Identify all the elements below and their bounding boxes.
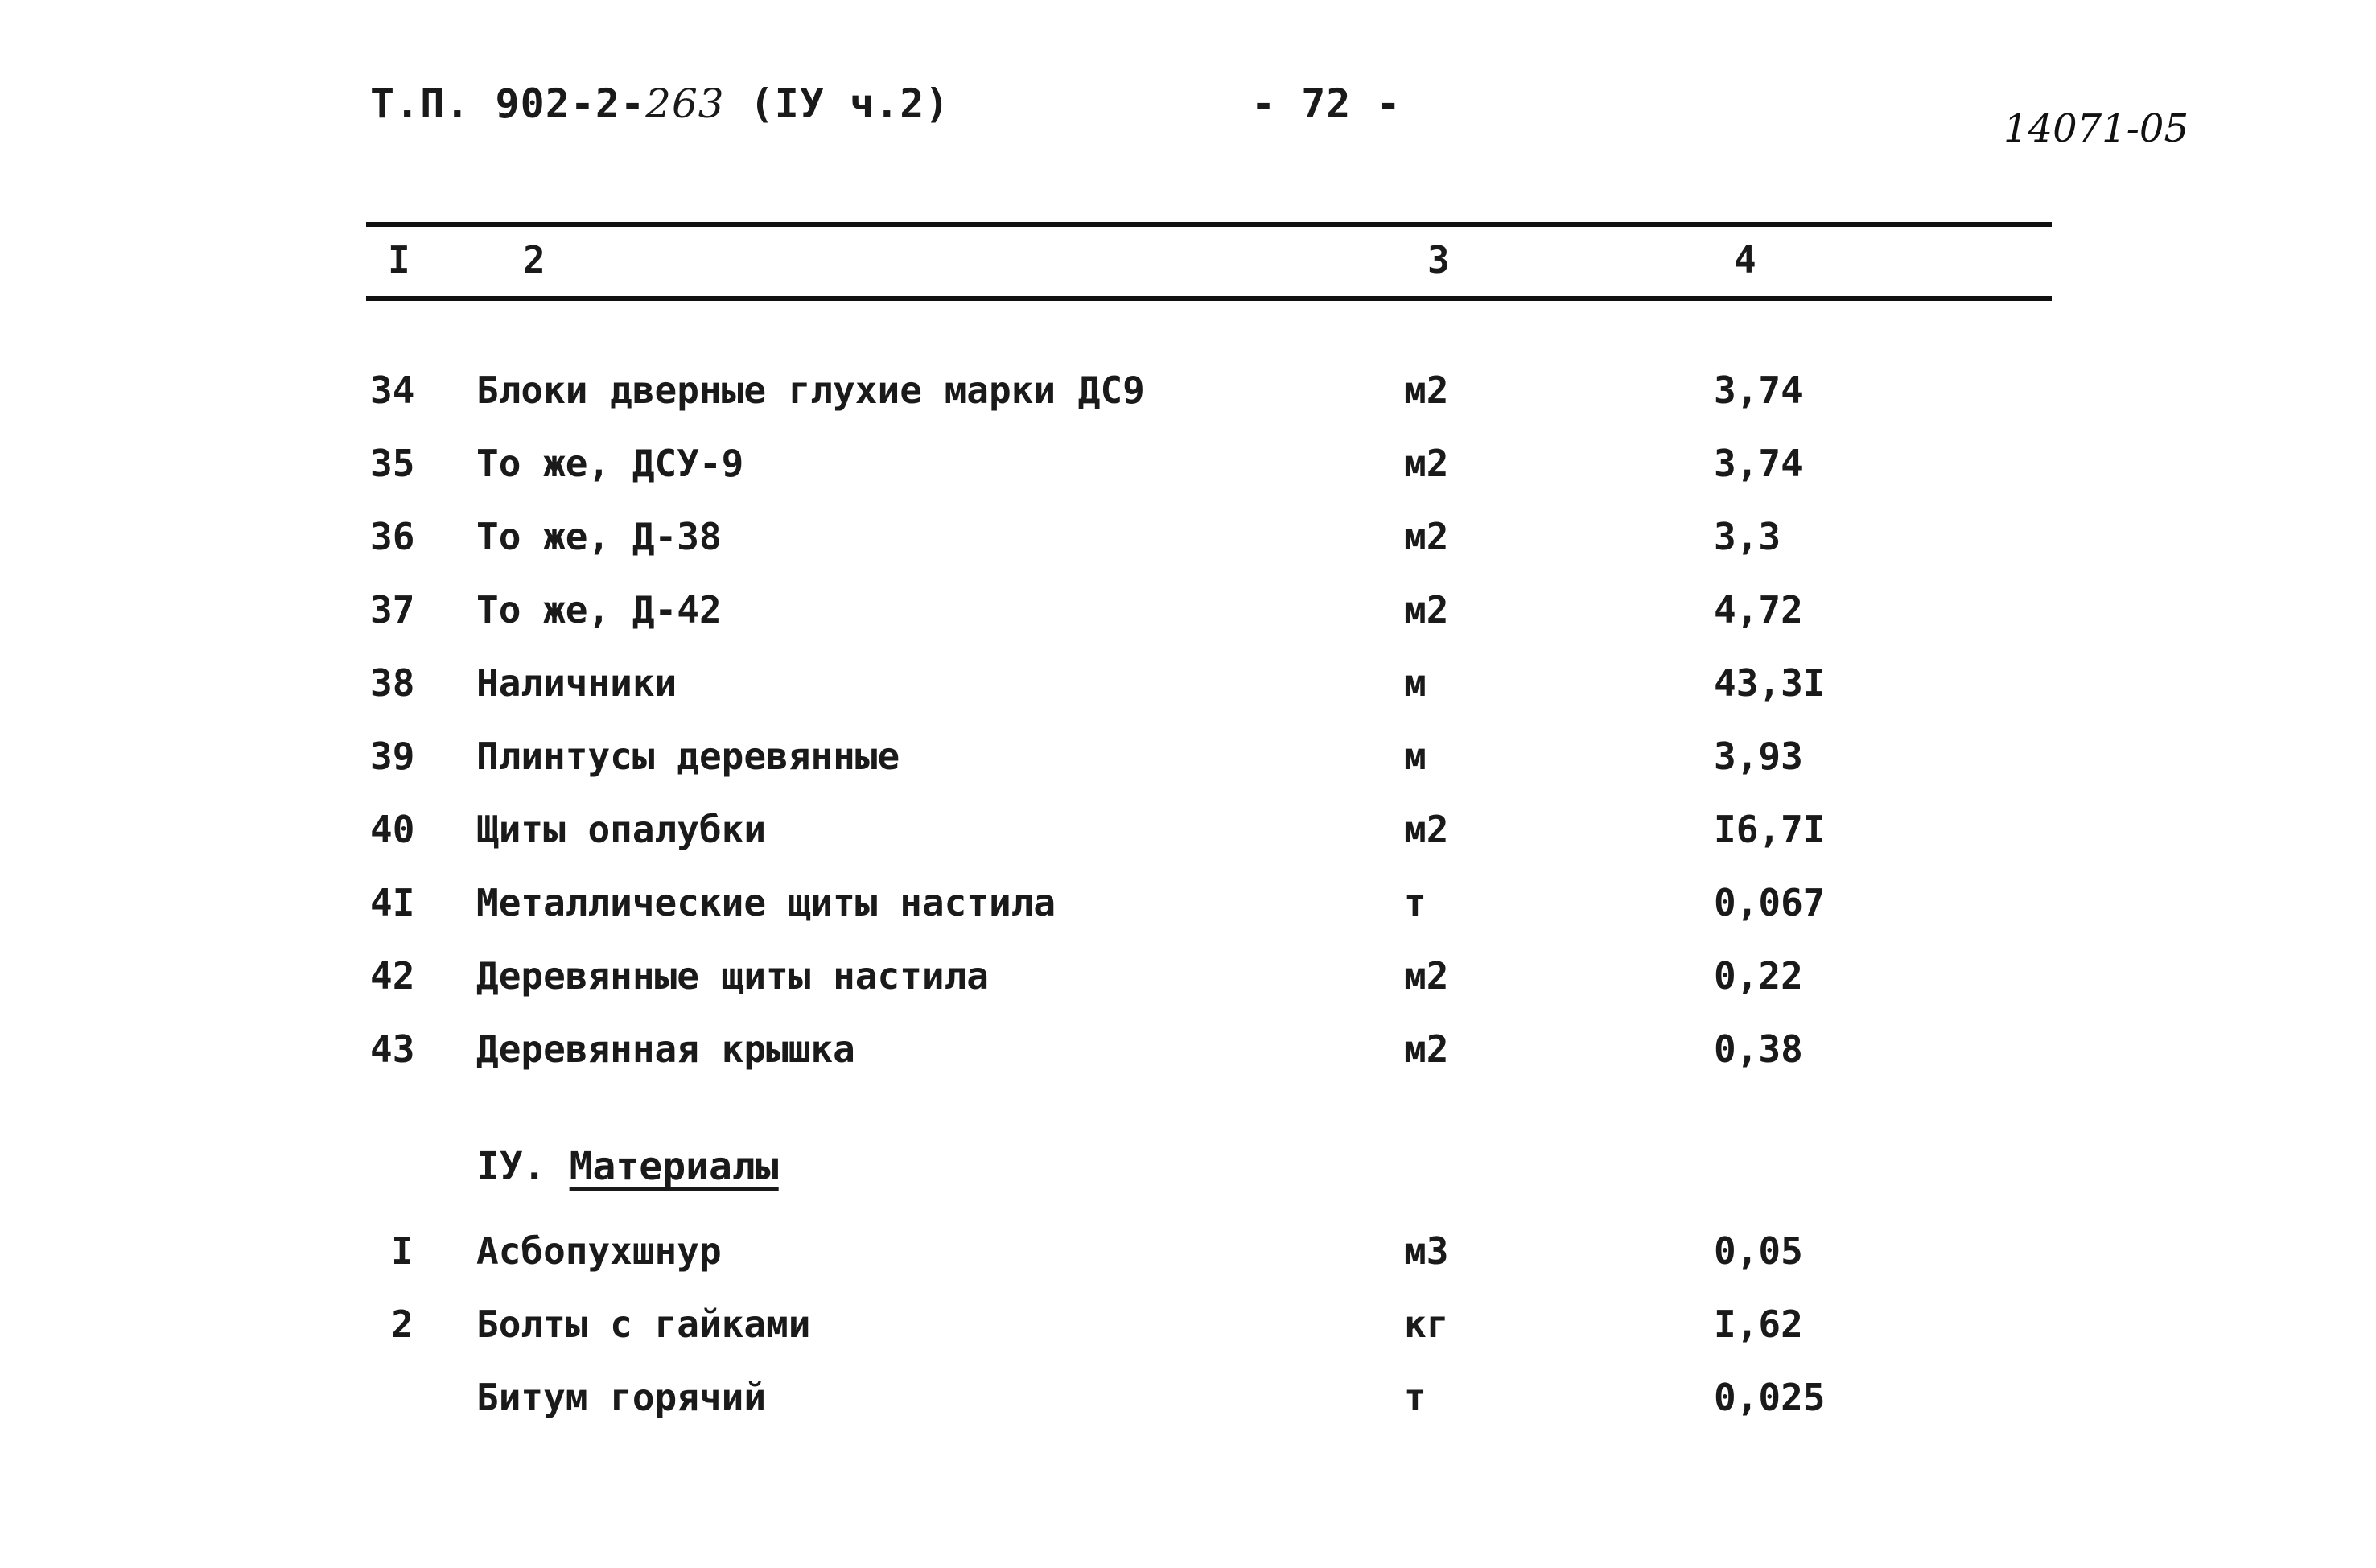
item-quantity: 0,067 — [1714, 881, 1826, 924]
row-number: 43 — [370, 1027, 415, 1071]
item-name: То же, Д-38 — [476, 515, 722, 558]
item-name: Наличники — [476, 661, 677, 705]
row-number: 4I — [370, 881, 415, 924]
table-row — [0, 1229, 2376, 1294]
item-unit: м2 — [1404, 515, 1449, 558]
item-name: Плинтусы деревянные — [476, 735, 900, 778]
row-number: 34 — [370, 368, 415, 412]
item-unit: м2 — [1404, 1027, 1449, 1071]
table-row — [0, 588, 2376, 652]
item-name: Деревянная крышка — [476, 1027, 855, 1071]
item-unit: м2 — [1404, 442, 1449, 485]
section-heading — [476, 1144, 779, 1189]
item-unit: м2 — [1404, 588, 1449, 632]
item-quantity: 3,93 — [1714, 735, 1803, 778]
item-unit: м3 — [1404, 1229, 1449, 1273]
item-unit: м — [1404, 661, 1427, 705]
section-title: Материалы — [569, 1144, 779, 1189]
item-unit: м2 — [1404, 808, 1449, 851]
table-row — [0, 954, 2376, 1019]
column-header-4: 4 — [1734, 238, 1756, 282]
item-name: Болты с гайками — [476, 1303, 811, 1346]
item-quantity: 0,38 — [1714, 1027, 1803, 1071]
table-header-rule — [366, 296, 2052, 301]
table-row — [0, 881, 2376, 945]
column-header-3: 3 — [1427, 238, 1450, 282]
item-quantity: I,62 — [1714, 1303, 1803, 1346]
column-header-2: 2 — [523, 238, 546, 282]
table-row — [0, 1027, 2376, 1092]
item-name: То же, Д-42 — [476, 588, 722, 632]
document-code: Т.П. 902-2-263 (IУ ч.2) — [370, 80, 950, 127]
table-row — [0, 515, 2376, 579]
table-row — [0, 442, 2376, 506]
column-header-1: I — [388, 238, 410, 282]
item-unit: т — [1404, 1376, 1427, 1419]
item-quantity: 3,3 — [1714, 515, 1781, 558]
table-row — [0, 661, 2376, 726]
page-number: - 72 - — [1251, 80, 1402, 127]
item-unit: кг — [1404, 1303, 1449, 1346]
row-number: 42 — [370, 954, 415, 998]
table-row — [0, 735, 2376, 799]
item-name: Щиты опалубки — [476, 808, 767, 851]
row-number: 2 — [391, 1303, 414, 1346]
archive-number: 14071-05 — [2003, 106, 2189, 151]
table-row — [0, 1303, 2376, 1367]
row-number: 35 — [370, 442, 415, 485]
item-unit: т — [1404, 881, 1427, 924]
item-quantity: 3,74 — [1714, 368, 1803, 412]
row-number: 39 — [370, 735, 415, 778]
item-quantity: 4,72 — [1714, 588, 1803, 632]
item-quantity: 0,05 — [1714, 1229, 1803, 1273]
item-quantity: 3,74 — [1714, 442, 1803, 485]
row-number: 40 — [370, 808, 415, 851]
item-unit: м2 — [1404, 368, 1449, 412]
item-quantity: 43,3I — [1714, 661, 1826, 705]
item-name: Битум горячий — [476, 1376, 767, 1419]
table-row — [0, 808, 2376, 872]
row-number: 36 — [370, 515, 415, 558]
table-row — [0, 368, 2376, 433]
item-name: Блоки дверные глухие марки ДС9 — [476, 368, 1145, 412]
item-quantity: I6,7I — [1714, 808, 1826, 851]
item-quantity: 0,025 — [1714, 1376, 1826, 1419]
item-name: Металлические щиты настила — [476, 881, 1056, 924]
item-name: То же, ДСУ-9 — [476, 442, 744, 485]
item-unit: м2 — [1404, 954, 1449, 998]
section-number: IУ. — [476, 1144, 546, 1189]
row-number: 38 — [370, 661, 415, 705]
row-number: I — [391, 1229, 414, 1273]
table-row — [0, 1376, 2376, 1440]
item-quantity: 0,22 — [1714, 954, 1803, 998]
item-name: Асбопухшнур — [476, 1229, 722, 1273]
item-name: Деревянные щиты настила — [476, 954, 989, 998]
row-number: 37 — [370, 588, 415, 632]
table-top-rule — [366, 222, 2052, 227]
item-unit: м — [1404, 735, 1427, 778]
